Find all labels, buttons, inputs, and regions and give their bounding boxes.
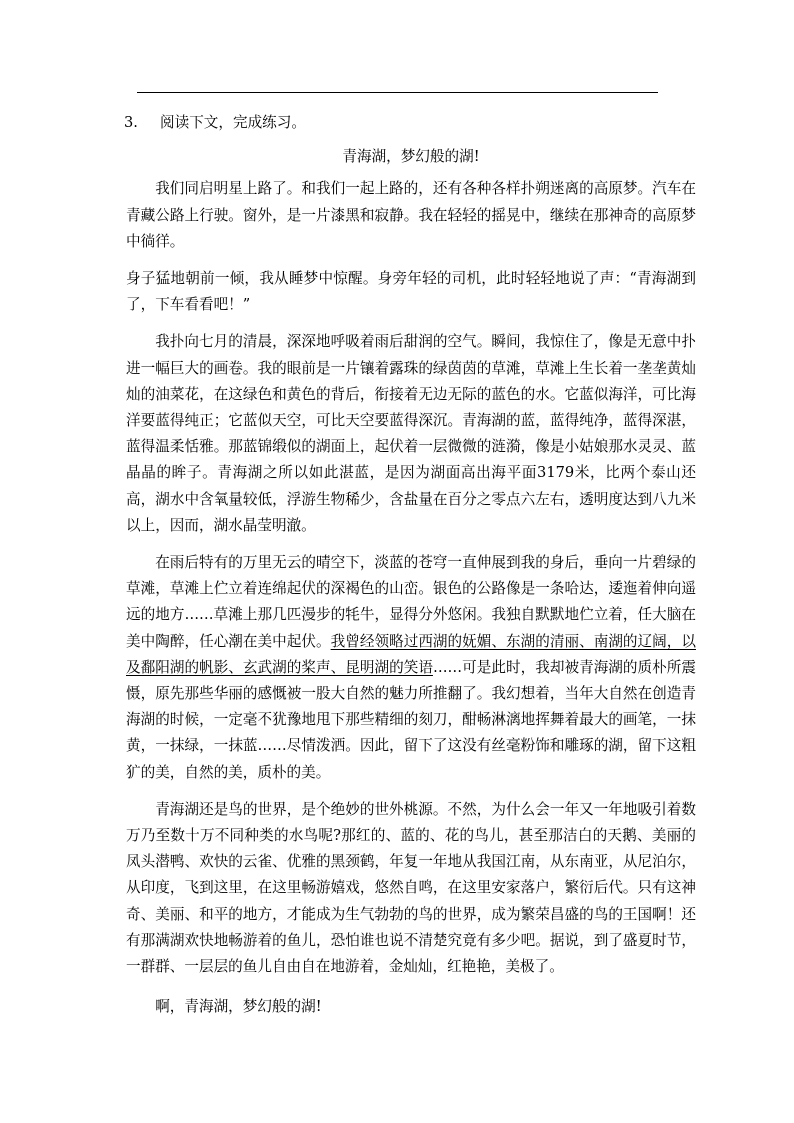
paragraph-5: 青海湖还是鸟的世界，是个绝妙的世外桃源。不然，为什么会一年又一年地吸引着数万乃至数十万不同种类的水鸟呢?那红的、蓝的、花的鸟儿，甚至那洁白的天鹅、美丽的凤头潜鸭、欢快的云雀、优雅的黑颈鹤，年复一年地从我国江南，从东南亚，从尼泊尔，从印度，飞到这里，在这里畅游嬉戏，悠然自鸣，在这里安家落户，繁衍后代。只有这神奇、美丽、和平的地方，才能成为生气勃勃的鸟的世界，成为繁荣昌盛的鸟的王国啊！还有那满湖欢快地畅游着的鱼儿，恐怕谁也说不清楚究竟有多少吧。据说，到了盛夏时节，一群群、一层层的鱼儿自由自在地游着，金灿灿，红艳艳，美极了。 — [126, 800, 696, 976]
header-rule — [137, 92, 658, 93]
paragraph-4-underlined-sentence: 我曾经领略过西湖的妩媚、东湖的清丽、南湖的辽阔，以及鄱阳湖的帆影、玄武湖的桨声、昆明湖的笑语 — [126, 632, 696, 676]
paragraph-1: 我们同启明星上路了。和我们一起上路的，还有各种各样扑朔迷离的高原梦。汽车在青藏公路上行驶。窗外，是一片漆黑和寂静。我在轻轻的摇晃中，继续在那神奇的高原梦中徜徉。 — [126, 180, 696, 250]
paragraph-3: 我扑向七月的清晨，深深地呼吸着雨后甜润的空气。瞬间，我惊住了，像是无意中扑进一幅巨大的画卷。我的眼前是一片镶着露珠的绿茵茵的草滩，草滩上生长着一垄垄黄灿灿的油菜花，在这绿色和黄色的背后，衔接着无边无际的蓝色的水。它蓝似海洋，可比海洋要蓝得纯正；它蓝似天空，可比天空要蓝得深沉。青海湖的蓝，蓝得纯净，蓝得深湛，蓝得温柔恬雅。那蓝锦缎似的湖面上，起伏着一层微微的涟漪，像是小姑娘那水灵灵、蓝晶晶的眸子。青海湖之所以如此湛蓝，是因为湖面高出海平面3179米，比两个泰山还高，湖水中含氧量较低，浮游生物稀少，含盐量在百分之零点六左右，透明度达到八九米以上，因而，湖水晶莹明澈。 — [126, 333, 696, 534]
question-number: 3. — [124, 114, 138, 131]
reading-passage — [126, 110, 696, 1021]
paragraph-2: 身子猛地朝前一倾，我从睡梦中惊醒。身旁年轻的司机，此时轻轻地说了声：“青海湖到了，下车看看吧！” — [126, 270, 696, 314]
passage-title: 青海湖，梦幻般的湖! — [342, 148, 480, 166]
question-text: 阅读下文，完成练习。 — [160, 114, 306, 131]
paragraph-4-text-after: ……可是此时，我却被青海湖的质朴所震慑，原先那些华丽的感慨被一股大自然的魅力所推翻了。我幻想着，当年大自然在创造青海湖的时候，一定毫不犹豫地甩下那些精细的刻刀，酣畅淋漓地挥舞着最大的画笔，一抹黄，一抹绿，一抹蓝……尽情泼洒。因此，留下了这没有丝毫粉饰和雕琢的湖，留下这粗犷的美，自然的美，质朴的美。 — [126, 658, 696, 781]
paragraph-6: 啊，青海湖，梦幻般的湖! — [155, 998, 322, 1016]
question-instruction — [126, 110, 696, 136]
paragraph-4-text-before: 在雨后特有的万里无云的晴空下，淡蓝的苍穹一直伸展到我的身后，垂向一片碧绿的草滩，草滩上伫立着连绵起伏的深褐色的山峦。银色的公路像是一条哈达，逶迤着伸向遥远的地方……草滩上那几匹漫步的牦牛，显得分外悠闲。我独自默默地伫立着，任大脑在美中陶醉，任心潮在美中起伏。 — [126, 554, 696, 650]
paragraph-4 — [126, 550, 696, 786]
